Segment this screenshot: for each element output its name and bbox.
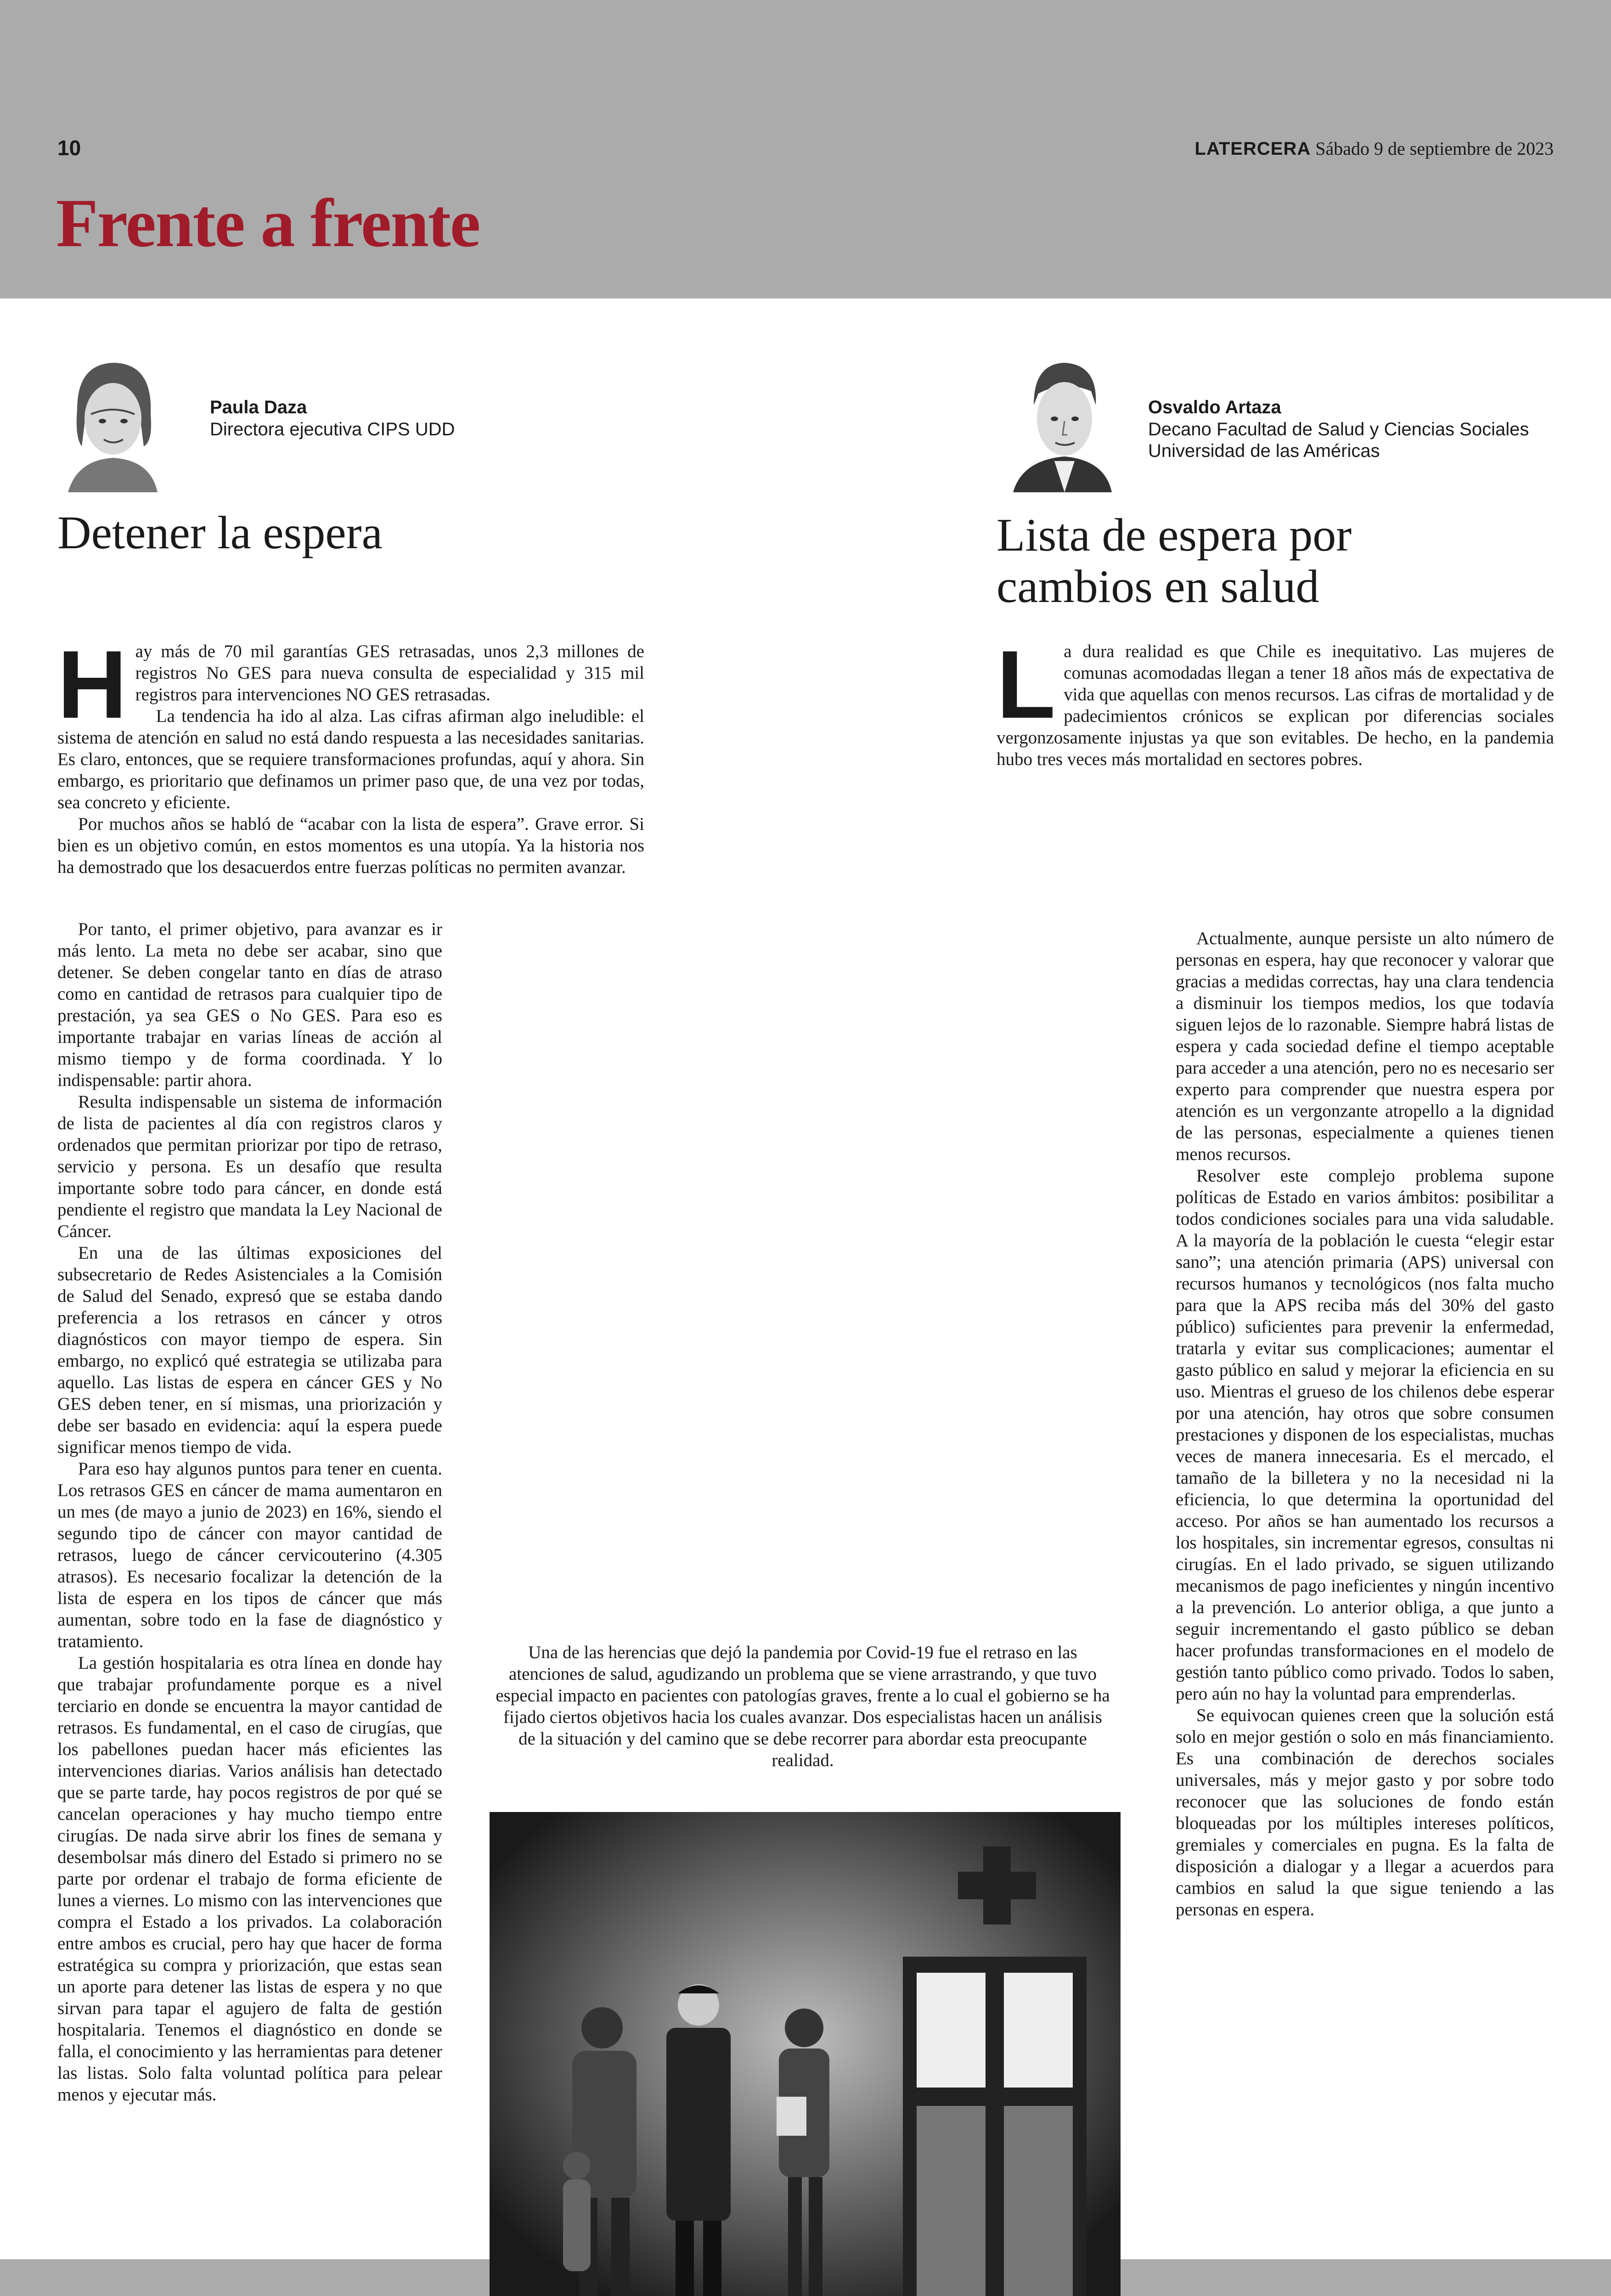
author-role-left: Directora ejecutiva CIPS UDD xyxy=(210,419,455,439)
masthead xyxy=(1195,138,1554,159)
column-right-top xyxy=(997,630,1554,770)
paragraph: La tendencia ha ido al alza. Las cifras afirman algo ineludible: el sistema de atención en salud no está dando respuesta a las necesidades sanitarias. Es claro, entonces, que se requiere transformaciones profundas, aquí y ahora. Sin embargo, es prioritario que definamos un primer paso que, de una vez por todas, sea concreto y eficiente. xyxy=(57,706,644,812)
paragraph: Actualmente, aunque persiste un alto número de personas en espera, hay que reconocer y valorar que gracias a medidas correctas, hay una clara tendencia a disminuir los tiempos medios, los que todavía siguen lejos de lo razonable. Siempre habrá listas de espera y cada sociedad define el tiempo aceptable para acceder a una atención, pero no es necesario ser experto para comprender que nuestra espera por atención es un vergonzante atropello a la dignidad de las personas, especialmente a quienes tienen menos recursos. xyxy=(1176,929,1554,1164)
hospital-waiting-illustration xyxy=(490,1812,1121,2296)
center-intro: Una de las herencias que dejó la pandemia por Covid-19 fue el retraso en las atenciones de salud, agudizando un problema que se viene arrastrando, y que tuvo especial impacto en pacientes con patologías graves, frente a lo cual el gobierno se ha fijado ciertos objetivos hacia los cuales avanzar. Dos especialistas hacen un análisis de la situación y del camino que se debe recorrer para abordar esta preocupante realidad. xyxy=(496,1643,1110,1770)
author-role-right-line2: Universidad de las Américas xyxy=(1148,441,1380,461)
paragraph: Por muchos años se habló de “acabar con la lista de espera”. Grave error. Si bien es un objetivo común, en estos momentos es una utopía. Ya la historia nos ha demostrado que los desacuerdos entre fuerzas políticas no permiten avanzar. xyxy=(57,814,644,877)
paragraph: Por tanto, el primer objetivo, para avanzar es ir más lento. La meta no debe ser acabar, sino que detener. Se deben congelar tanto en días de atraso como en cantidad de retrasos para cualquier tipo de prestación, ya sea GES o No GES. Para eso es importante trabajar en varias líneas de acción al mismo tiempo y de forma coordinada. Y lo indispensable: partir ahora. xyxy=(57,919,442,1090)
headline-right: Lista de espera por cambios en salud xyxy=(997,509,1352,613)
author-role-right-line1: Decano Facultad de Salud y Ciencias Sociales xyxy=(1148,419,1529,439)
author-photo-paula-daza xyxy=(59,355,164,492)
column-right-bottom xyxy=(1176,928,1554,1920)
paragraph: La gestión hospitalaria es otra línea en donde hay que trabajar profundamente porque es a nivel terciario en donde se encuentra la mayor cantidad de retrasos. Es fundamental, en el caso de cirugías, que los pabellones puedan hacer más eficientes las intervenciones diarias. Varios análisis han detectado que se parte tarde, hay pocos registros de por qué se cancelan operaciones y hay mucho tiempo entre cirugías. De nada sirve abrir los fines de semana y desembolsar más dinero del Estado si primero no se parte por ordenar el trabajo de forma eficiente de lunes a viernes. Lo mismo con las intervenciones que compra el Estado a los privados. La colaboración entre ambos es crucial, pero hay que hacer de forma estratégica su compra y priorización, que estas sean un aporte para detener las listas de espera y no que sirvan para tapar el agujero de falta de gestión hospitalaria. Tenemos el diagnóstico en donde se falla, el conocimiento y las herramientas para detener las listas. Solo falta voluntad política para pelear menos y ejecutar más. xyxy=(57,1653,442,2105)
page-number: 10 xyxy=(57,136,81,160)
author-name-right: Osvaldo Artaza xyxy=(1148,397,1281,417)
page-sheet xyxy=(0,298,1611,2259)
headline-left: Detener la espera xyxy=(57,507,383,559)
section-title: Frente a frente xyxy=(56,185,480,261)
paragraph: En una de las últimas exposiciones del subsecretario de Redes Asistenciales a la Comisión de Salud del Senado, expresó que se estaba dando preferencia a los retrasos en cáncer y otros diagnósticos con mayor tiempo de espera. Sin embargo, no explicó qué estrategia se utilizaba para aquello. Las listas de espera en cáncer GES y No GES deben tener, en sí mismas, una priorización y debe ser basado en evidencia: aquí la espera puede significar menos tiempo de vida. xyxy=(57,1243,442,1457)
column-left-bottom xyxy=(57,918,442,2105)
paragraph: Hay más de 70 mil garantías GES retrasadas, unos 2,3 millones de registros No GES para nueva consulta de especialidad y 315 mil registros para intervenciones NO GES retrasadas. xyxy=(57,630,644,738)
dropcap-left: H xyxy=(57,630,127,738)
newspaper-brand: LATERCERA xyxy=(1194,139,1311,159)
column-left-top xyxy=(57,630,644,878)
paragraph: Para eso hay algunos puntos para tener en cuenta. Los retrasos GES en cáncer de mama aumentaron en un mes (de mayo a junio de 2023) en 16%, siendo el segundo tipo de cáncer con mayor cantidad de retrasos, luego de cáncer cervicouterino (4.305 atrasos). Es necesario focalizar la detención de la lista de espera en los tipos de cáncer que más aumentan, sobre todo en la fase de diagnóstico y tratamiento. xyxy=(57,1459,442,1651)
paragraph: Se equivocan quienes creen que la solución está solo en mejor gestión o solo en más financiamiento. Es una combinación de derechos sociales universales, más y mejor gasto y por sobre todo reconocer que las soluciones de fondo están bloqueadas por los múltiples intereses políticos, gremiales y comerciales en pugna. Es la falta de disposición a dialogar y a llegar a acuerdos para cambios en salud la que sigue teniendo a las personas en espera. xyxy=(1176,1705,1554,1919)
page-header xyxy=(0,0,1611,298)
paragraph: La dura realidad es que Chile es inequitativo. Las mujeres de comunas acomodadas llegan a tener 18 años más de expectativa de vida que aquellas con menos recursos. Las cifras de mortalidad y de padecimientos crónicos se explican por diferencias sociales vergonzosamente injustas ya que son evitables. De hecho, en la pandemia hubo tres veces más mortalidad en sectores pobres. xyxy=(997,630,1554,769)
paragraph: Resulta indispensable un sistema de información de lista de pacientes al día con registros claros y ordenados que permitan priorizar por tipo de retraso, servicio y persona. Es un desafío que resulta importante sobre todo para cáncer, en donde está pendiente el registro que mandata la Ley Nacional de Cáncer. xyxy=(57,1092,442,1241)
author-photo-osvaldo-artaza xyxy=(1008,355,1114,492)
author-name-left: Paula Daza xyxy=(210,397,307,417)
paragraph: Resolver este complejo problema supone políticas de Estado en varios ámbitos: posibilitar a todos condiciones sociales para una vida saludable. A la mayoría de la población le cuesta “elegir estar sano”; una atención primaria (APS) universal con recursos humanos y tecnológicos (nos falta mucho para que la APS reciba más del 30% del gasto público) suficientes para prevenir la enfermedad, tratarla y evitar sus complicaciones; aumentar el gasto público en salud y mejorar la eficiencia en su uso. Mientras el grueso de los chilenos debe esperar por una atención, hay otros que sobre consumen prestaciones y disponen de los especialistas, muchas veces de manera innecesaria. Es el mercado, el tamaño de la billetera y no la necesidad ni la eficiencia, lo que determina la oportunidad del acceso. Por años se han aumentado los recursos a los hospitales, sin incrementar egresos, consultas ni cirugías. En el lado privado, se siguen utilizando mecanismos de pago ineficientes y ningún incentivo a la prevención. Lo anterior obliga, a que junto a seguir incrementando el gasto público se deban hacer profundas transformaciones en el modelo de gestión tanto público como privado. Todos lo saben, pero aún no hay la voluntad para emprenderlas. xyxy=(1176,1166,1554,1704)
dropcap-right: L xyxy=(997,630,1056,738)
issue-date: Sábado 9 de septiembre de 2023 xyxy=(1315,138,1554,159)
